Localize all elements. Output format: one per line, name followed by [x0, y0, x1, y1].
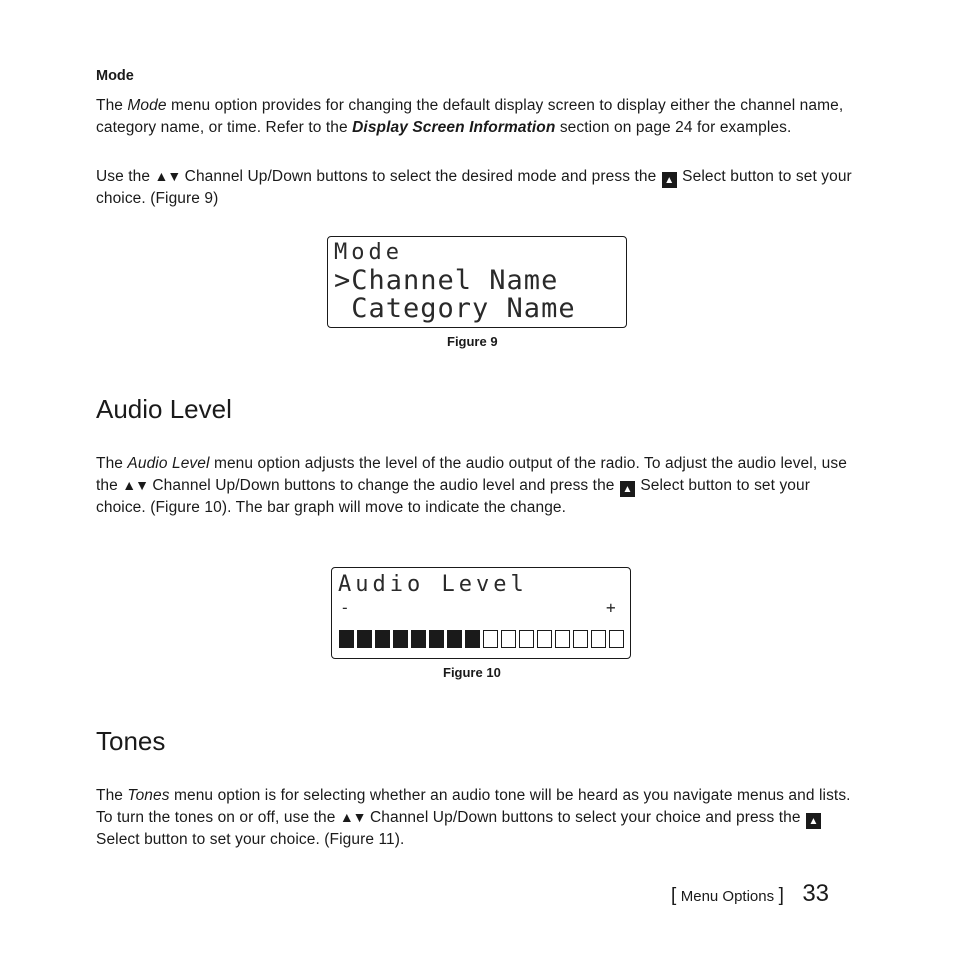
figure9-caption: Figure 9 [447, 334, 498, 349]
audio-level-bar [339, 630, 629, 650]
up-down-arrows-icon: ▲▼ [154, 168, 181, 184]
lcd-audio-level-title: Audio Level [338, 572, 528, 597]
lcd-line-category-name: Category Name [334, 293, 576, 324]
italic-term: Audio Level [127, 455, 210, 472]
audio-level-segment [357, 630, 372, 648]
tones-heading: Tones [96, 726, 166, 756]
page-footer [671, 880, 829, 908]
audio-level-segment [465, 630, 480, 648]
audio-level-segment [429, 630, 444, 648]
minus-icon: - [340, 598, 350, 617]
up-down-arrows-icon: ▲▼ [339, 808, 366, 825]
select-button-icon: ▲ [620, 481, 635, 497]
up-down-arrows-icon: ▲▼ [122, 476, 148, 493]
lcd-line-mode: Mode [334, 240, 403, 265]
text: Select button to set your choice. (Figure 10). The bar graph will move to indicate the change. [96, 476, 810, 516]
audio-level-segment [375, 630, 390, 648]
section-label: Menu Options [680, 888, 775, 905]
audio-level-segment [339, 630, 354, 648]
lcd-line-channel-name: >Channel Name [334, 265, 559, 296]
audio-level-segment [555, 630, 570, 648]
select-button-icon: ▲ [806, 813, 821, 829]
text: Channel Up/Down buttons to select the desired mode and press the [180, 168, 661, 185]
mode-heading: Mode [96, 68, 134, 84]
italic-term: Mode [127, 97, 167, 114]
figure9-lcd-display [327, 236, 627, 328]
bracket-open: [ [671, 885, 677, 906]
text: section on page 24 for examples. [555, 118, 792, 136]
bracket-close: ] [778, 885, 784, 906]
audio-level-segment [447, 630, 462, 648]
audio-level-segment [573, 630, 588, 648]
page-number: 33 [802, 880, 830, 907]
figure10-lcd-display [331, 567, 631, 659]
text: The [96, 455, 128, 472]
text: Select button to set your choice. (Figure 11). [96, 830, 405, 848]
audio-level-segment [411, 630, 426, 648]
mode-paragraph-1 [96, 95, 856, 138]
select-button-icon: ▲ [662, 172, 677, 188]
text: Channel Up/Down buttons to select your choice and press the [365, 808, 806, 826]
mode-paragraph-2 [96, 166, 856, 210]
audio-level-segment [591, 630, 606, 648]
plus-icon: + [606, 598, 616, 617]
audio-level-segment [483, 630, 498, 648]
audio-level-paragraph [96, 453, 856, 518]
text: menu option adjusts the level of the audio output of the radio. To adjust the audio level, use the [96, 455, 847, 494]
audio-level-segment [501, 630, 516, 648]
text: Select button to set your choice. (Figure 9) [96, 168, 852, 207]
audio-level-segment [519, 630, 534, 648]
audio-level-segment [609, 630, 624, 648]
text: menu option provides for changing the default display screen to display either the channel name, category name, or time. Refer to the [96, 97, 844, 136]
bold-reference: Display Screen Information [352, 118, 556, 136]
text: The [96, 787, 128, 804]
text: The [96, 97, 128, 114]
audio-level-heading: Audio Level [96, 394, 232, 424]
text: Use the [96, 168, 155, 185]
tones-paragraph [96, 785, 866, 850]
text: Channel Up/Down buttons to change the audio level and press the [147, 476, 619, 494]
figure10-caption: Figure 10 [443, 665, 501, 680]
italic-term: Tones [127, 787, 170, 804]
text: menu option is for selecting whether an audio tone will be heard as you navigate menus and lists. To turn the tones on or off, use the [96, 787, 851, 826]
audio-level-segment [537, 630, 552, 648]
audio-level-segment [393, 630, 408, 648]
